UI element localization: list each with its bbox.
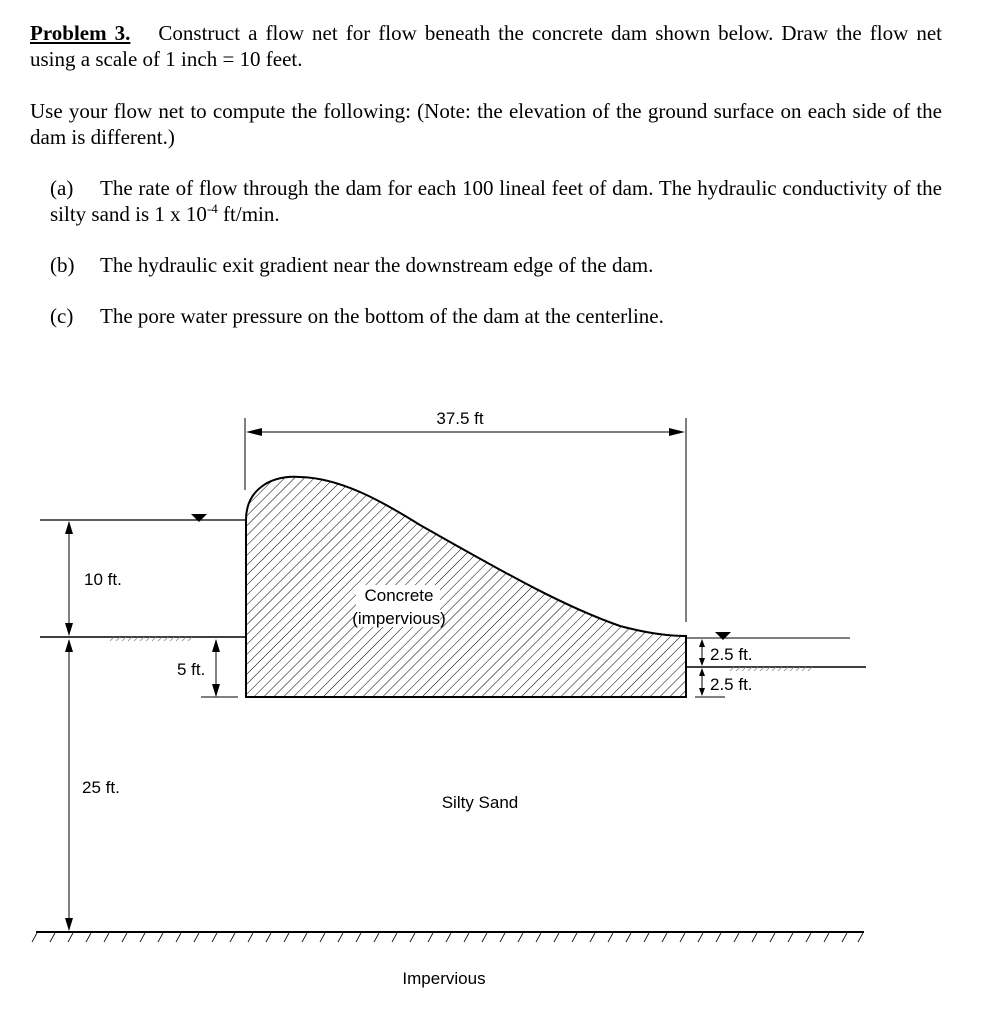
question-a-text: The rate of flow through the dam for each 100 lineal feet of dam. The hydraulic conductivity of the silty sand is 1 x $10^{-4}$ ft/min. xyxy=(50,176,942,226)
dam-label-impervious: (impervious) xyxy=(352,609,446,628)
concrete-dam xyxy=(246,477,686,697)
impervious-base xyxy=(32,932,864,942)
question-b-text: The hydraulic exit gradient near the downstream edge of the dam. xyxy=(100,253,654,277)
upstream-depth-dimension xyxy=(65,521,122,636)
question-a-label: (a) xyxy=(50,176,74,200)
embedment-dimension xyxy=(177,639,238,697)
downstream-water xyxy=(686,632,850,640)
downstream-water-level-icon xyxy=(715,632,731,640)
soil-depth-label: 25 ft. xyxy=(82,778,120,797)
dam-width-label: 37.5 ft xyxy=(436,409,484,428)
dam-label-concrete: Concrete xyxy=(364,586,434,605)
question-b-label: (b) xyxy=(50,253,75,277)
embedment-label: 5 ft. xyxy=(177,660,206,679)
upstream-water xyxy=(40,514,246,522)
problem-label: Problem 3. xyxy=(30,21,131,45)
downstream-ground xyxy=(686,667,866,671)
problem-text: Construct a flow net for flow beneath the concrete dam shown below. Draw the flow net using a scale of 1 inch = 10 feet. xyxy=(30,21,942,71)
soil-label: Silty Sand xyxy=(441,793,519,812)
instructions: Use your flow net to compute the following: (Note: the elevation of the ground surface on each side of the dam is different.) xyxy=(30,99,942,149)
downstream-dimensions xyxy=(695,639,753,697)
impervious-label: Impervious xyxy=(402,969,486,988)
soil-depth-dimension xyxy=(65,639,120,931)
downstream-water-depth-label: 2.5 ft. xyxy=(710,645,753,664)
upstream-ground xyxy=(40,637,246,641)
water-level-icon xyxy=(191,514,207,522)
question-c-label: (c) xyxy=(50,304,74,328)
upstream-depth-label: 10 ft. xyxy=(84,570,122,589)
downstream-embedment-label: 2.5 ft. xyxy=(710,675,753,694)
question-c-text: The pore water pressure on the bottom of the dam at the centerline. xyxy=(100,304,664,328)
